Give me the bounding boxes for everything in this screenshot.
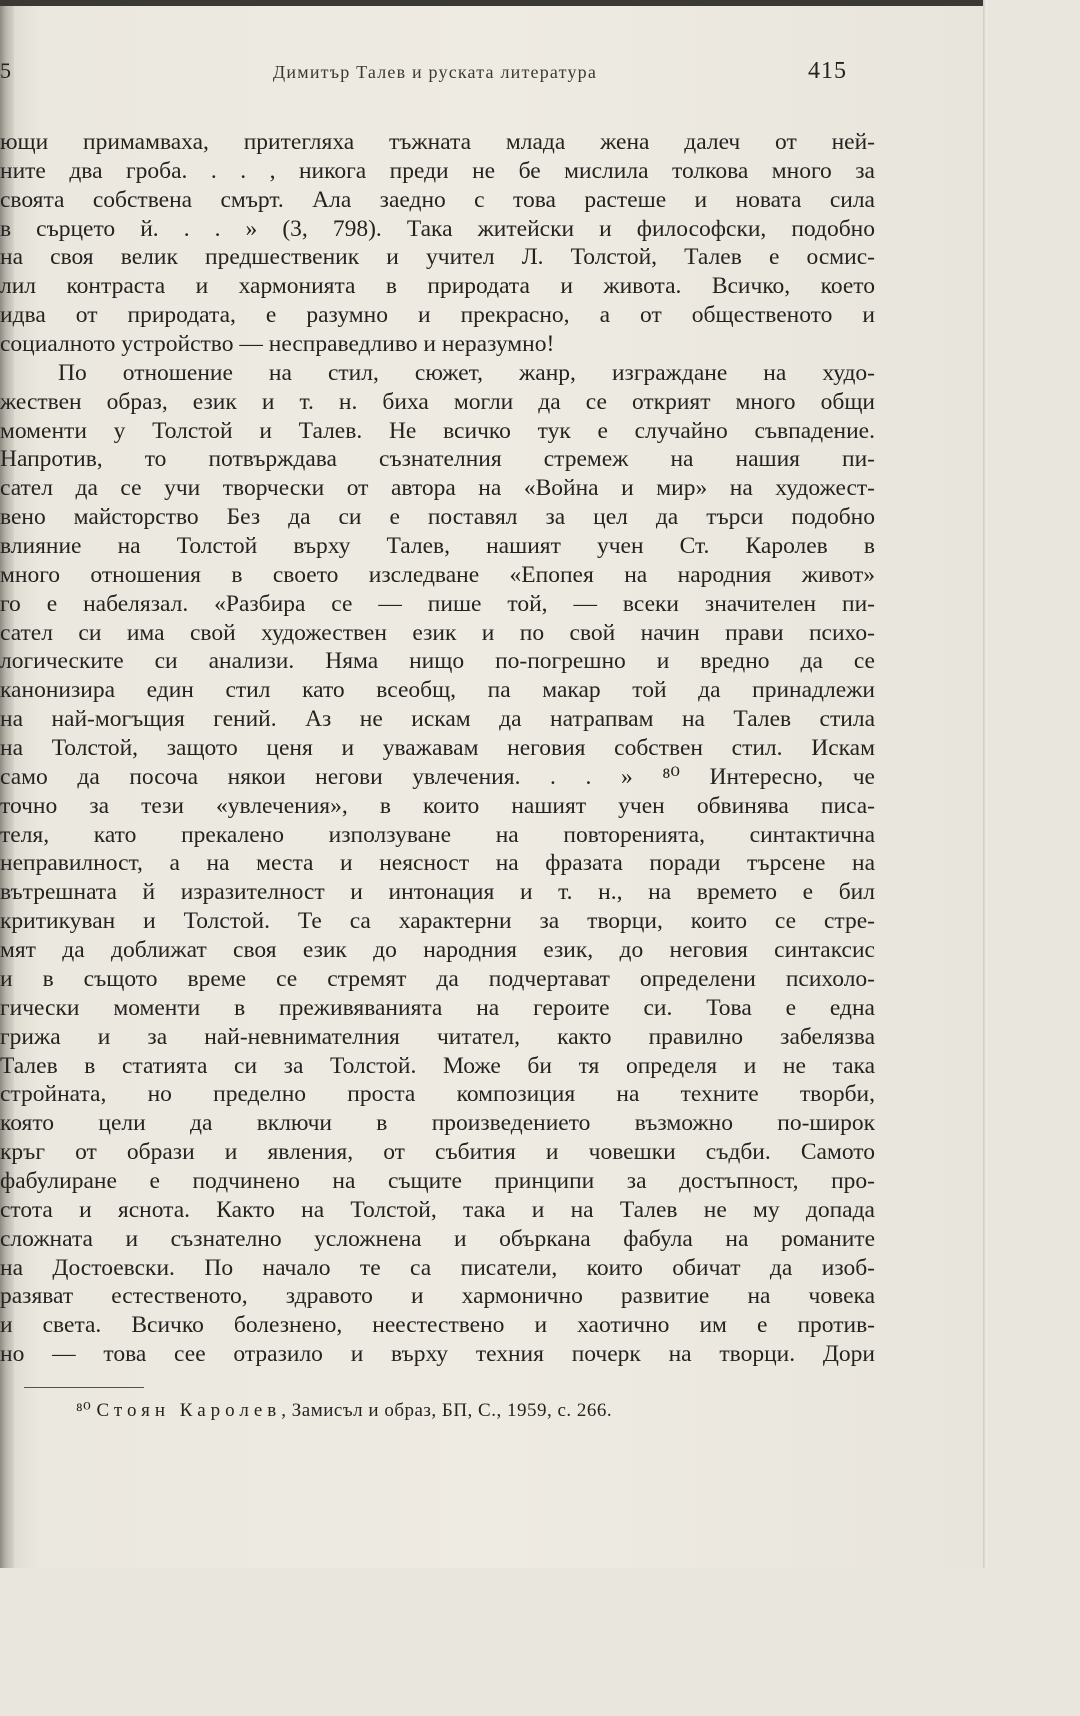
- page-right-edge: [983, 0, 987, 1568]
- text-line: разяват естественото, здравото и хармонично развитие на човека: [0, 1283, 875, 1310]
- text-line: фабулиране е подчинено на същите принципи за достъпност, про-: [0, 1167, 875, 1194]
- text-line: неправилност, а на места и неясност на фразата поради търсене на: [0, 850, 875, 877]
- text-line: идва от природата, е разумно и прекрасно, а от общественото и: [0, 302, 875, 329]
- text-line: влияние на Толстой върху Талев, нашият учен Ст. Каролев в: [0, 533, 875, 560]
- text-line: теля, като прекалено използуване на повторенията, синтактична: [0, 821, 875, 848]
- running-title: Димитър Талев и руската литература: [272, 62, 598, 82]
- text-line: логическите си анализи. Няма нищо по-погрешно и вредно да се: [0, 648, 875, 675]
- text-line: го е набелязал. «Разбира се — пише той, — всеки значителен пи-: [0, 590, 875, 617]
- text-line: своята собствена смърт. Ала заедно с това растеше и новата сила: [0, 186, 875, 213]
- text-line: сложната и съзнателно усложнена и объркана фабула на романите: [0, 1225, 875, 1252]
- text-line: на Достоевски. По начало те са писатели, които обичат да изоб-: [0, 1254, 875, 1281]
- text-line: и света. Всичко болезнено, неестествено и хаотично им е против-: [0, 1312, 875, 1339]
- text-line: в сърцето й. . . » (3, 798). Така житейски и философски, подобно: [0, 215, 875, 242]
- text-line: мят да доближат своя език до народния език, до неговия синтаксис: [0, 937, 875, 964]
- text-line: моменти у Толстой и Талев. Не всичко тук е случайно съвпадение.: [0, 417, 875, 444]
- text-line: социалното устройство — несправедливо и неразумно!: [0, 331, 555, 358]
- text-line: ните два гроба. . . , никога преди не бе мислила толкова много за: [0, 157, 875, 184]
- text-line: стота и яснота. Както на Толстой, така и на Талев не му допада: [0, 1196, 875, 1223]
- text-line: критикуван и Толстой. Те са характерни за творци, които се стре-: [0, 908, 875, 935]
- text-line: Напротив, то потвърждава съзнателния стремеж на нашия пи-: [0, 446, 875, 473]
- text-line: кръг от образи и явления, от събития и човешки съдби. Самото: [0, 1139, 875, 1166]
- text-line: гически моменти в преживяванията на героите си. Това е една: [0, 994, 875, 1021]
- body-text: [0, 128, 875, 1369]
- text-line: на най-могъщия гений. Аз не искам да натрапвам на Талев стила: [0, 706, 875, 733]
- text-line: Талев в статията си за Толстой. Може би тя определя и не така: [0, 1052, 875, 1079]
- footnote-marker: ⁸⁰: [76, 1400, 92, 1421]
- footnote-citation: , Замисъл и образ, БП, С., 1959, с. 266.: [281, 1400, 613, 1421]
- text-line: на Толстой, защото ценя и уважавам неговия собствен стил. Искам: [0, 735, 875, 762]
- text-line: грижа и за най-невнимателния читател, както правилно забелязва: [0, 1023, 875, 1050]
- footnote: [76, 1399, 612, 1422]
- text-line: жествен образ, език и т. н. биха могли да се открият много общи: [0, 388, 875, 415]
- text-line: само да посоча някои негови увлечения. . . » ⁸⁰ Интересно, че: [0, 763, 875, 790]
- text-line: много отношения в своето изследване «Епопея на народния живот»: [0, 561, 875, 588]
- text-line: но — това сее отразило и върху техния почерк на творци. Дори: [0, 1341, 875, 1368]
- text-line: сател да се учи творчески от автора на «Война и мир» на художест-: [0, 475, 875, 502]
- text-line: стройната, но пределно проста композиция на техните творби,: [0, 1081, 875, 1108]
- footnote-author: Стоян Каролев: [96, 1400, 282, 1421]
- text-line: точно за тези «увлечения», в които нашият учен обвинява писа-: [0, 792, 875, 819]
- text-line: сател си има свой художествен език и по свой начин прави психо-: [0, 619, 875, 646]
- text-line: която цели да включи в произведението възможно по-широк: [0, 1110, 875, 1137]
- page-top-edge: [0, 0, 987, 6]
- paragraph-start-line: По отношение на стил, сюжет, жанр, изграждане на худо-: [58, 359, 875, 386]
- previous-page-number-fragment: 5: [0, 58, 11, 83]
- text-line: ющи примамваха, притегляха тъжната млада жена далеч от ней-: [0, 129, 875, 155]
- page-number: 415: [808, 58, 847, 84]
- text-line: вено майсторство Без да си е поставял за цел да търси подобно: [0, 504, 875, 531]
- page-header: [0, 58, 987, 92]
- text-line: на своя велик предшественик и учител Л. Толстой, Талев е осмис-: [0, 244, 875, 271]
- text-line: и в същото време се стремят да подчертават определени психоло-: [0, 965, 875, 992]
- text-line: канонизира един стил като всеобщ, па макар той да принадлежи: [0, 677, 875, 704]
- text-line: вътрешната й изразителност и интонация и т. н., на времето е бил: [0, 879, 875, 906]
- text-line: лил контраста и хармонията в природата и живота. Всичко, което: [0, 273, 875, 300]
- footnote-separator: [24, 1387, 144, 1388]
